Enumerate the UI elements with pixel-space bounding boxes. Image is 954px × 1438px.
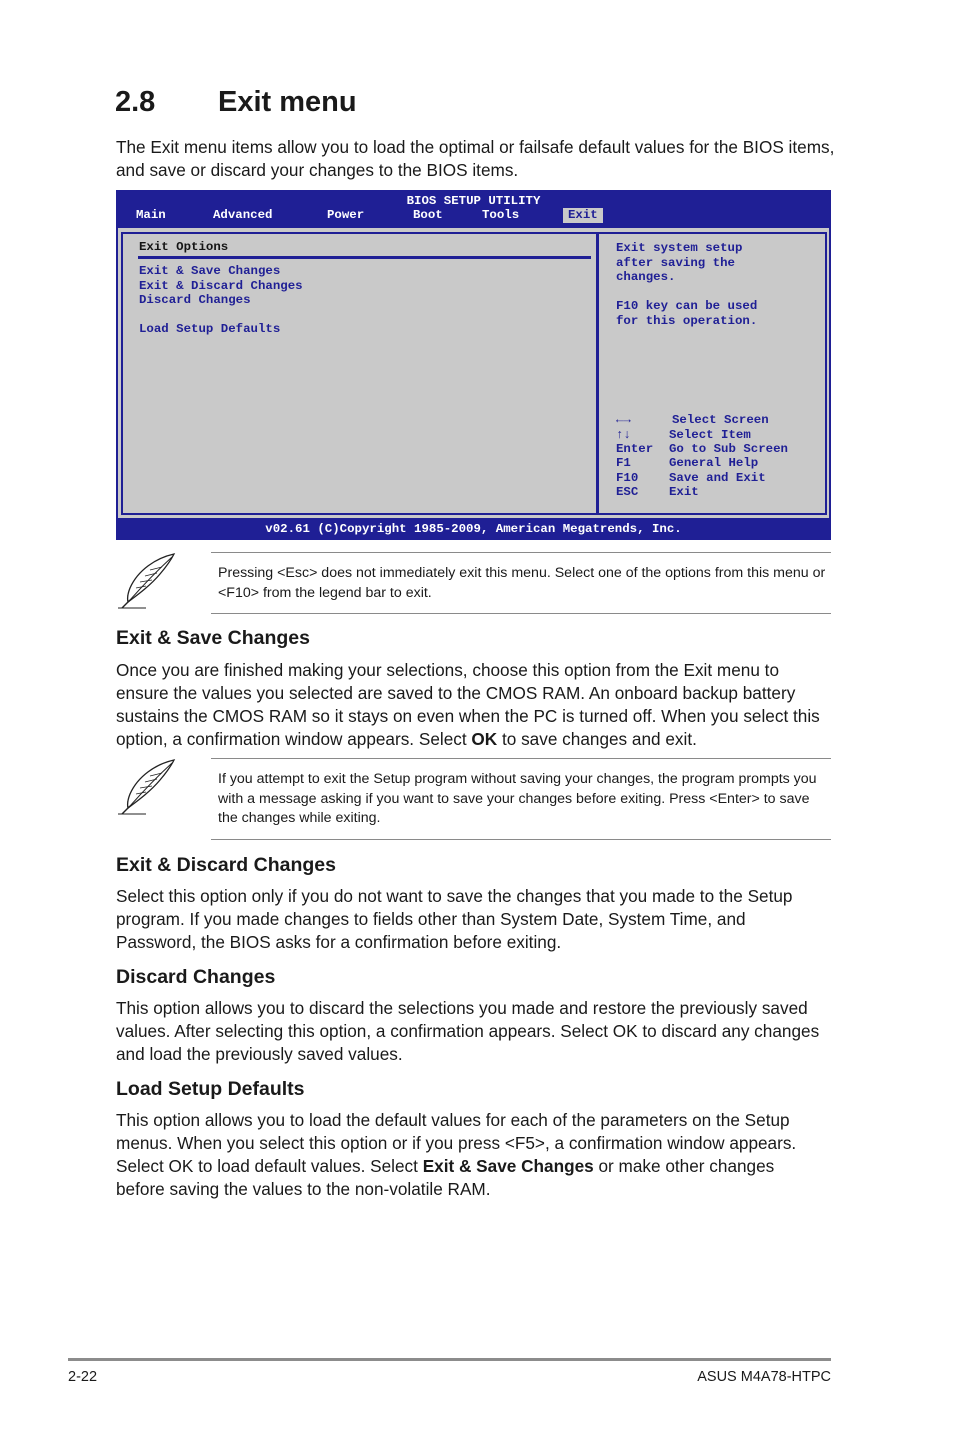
paragraph-exit-discard: Select this option only if you do not want to save the changes that you made to the Setup program. If you made changes to fields other than System Date, System Time, and Password, the BIOS asks for a confirmation before exiting. [116, 886, 793, 952]
note-rule [211, 552, 831, 553]
exit-options-divider [138, 256, 591, 259]
product-name: ASUS M4A78-HTPC [697, 1369, 831, 1385]
legend-key-arrows-lr: ←→ [616, 413, 631, 427]
feather-pen-icon [116, 758, 178, 816]
legend-desc: Select Screen [672, 413, 769, 427]
note-box [116, 758, 831, 840]
tab-main[interactable]: Main [136, 208, 166, 222]
tab-advanced[interactable]: Advanced [213, 208, 273, 222]
legend-key-f10: F10 [616, 471, 639, 485]
bios-title: BIOS SETUP UTILITY [406, 194, 541, 208]
help-line: Exit system setup [616, 241, 743, 255]
paragraph-text: or make other changes before saving the values to the non-volatile RAM. [116, 1156, 775, 1199]
paragraph-text: Once you are finished making your selections, choose this option from the Exit menu to ensure the values you selected are saved to the CMOS RAM. An onboard backup battery sustains the CMOS RAM so it stays on even when the PC is turned off. When you select this option, a confirmation window appears. Select [116, 660, 820, 749]
tab-boot[interactable]: Boot [413, 208, 443, 222]
note-text: If you attempt to exit the Setup program without saving your changes, the program prompts you with a message asking if you want to save your changes before exiting. Press <Enter> to save the changes while exiting. [218, 771, 817, 826]
section-number: 2.8 [115, 86, 156, 118]
legend-key-enter: Enter [616, 442, 654, 456]
feather-pen-icon [116, 552, 178, 610]
legend-desc: Exit [669, 485, 699, 499]
help-line: after saving the [616, 256, 735, 270]
tab-tools[interactable]: Tools [482, 208, 520, 222]
legend-key-esc: ESC [616, 485, 639, 499]
paragraph-load-defaults [116, 1109, 816, 1201]
help-panel [598, 232, 827, 515]
paragraph-text: This option allows you to load the default values for each of the parameters on the Setup menus. When you select this option or if you press <F5>, a confirmation window appears. Select OK to load default values. Select [116, 1110, 797, 1176]
legend-key-arrows-ud: ↑↓ [616, 428, 631, 442]
note-text: Pressing <Esc> does not immediately exit this menu. Select one of the options from this menu or <F10> from the legend bar to exit. [218, 565, 826, 601]
help-line: for this operation. [616, 314, 758, 328]
paragraph-discard: This option allows you to discard the selections you made and restore the previously saved values. After selecting this option, a confirmation appears. Select OK to discard any changes and load the previously saved values. [116, 998, 820, 1064]
paragraph-bold-text: OK [471, 729, 498, 749]
legend-desc: General Help [669, 456, 759, 470]
option-exit-save-changes[interactable]: Exit & Save Changes [139, 264, 281, 278]
exit-options-panel [121, 232, 598, 515]
legend-desc: Save and Exit [669, 471, 766, 485]
legend-key-f1: F1 [616, 456, 631, 470]
subheading-discard: Discard Changes [116, 966, 276, 988]
subheading-exit-discard: Exit & Discard Changes [116, 854, 336, 876]
note-rule [211, 613, 831, 614]
option-exit-discard-changes[interactable]: Exit & Discard Changes [139, 279, 303, 293]
bios-screen [116, 190, 831, 540]
legend-desc: Select Item [669, 428, 751, 442]
note-box [116, 552, 831, 614]
exit-options-title: Exit Options [139, 240, 229, 254]
bios-copyright: v02.61 (C)Copyright 1985-2009, American Megatrends, Inc. [265, 522, 682, 536]
tab-power[interactable]: Power [327, 208, 365, 222]
footer-rule [68, 1358, 831, 1361]
section-title: Exit menu [218, 86, 357, 118]
page-number: 2-22 [68, 1369, 98, 1385]
paragraph-text: to save changes and exit. [497, 729, 697, 749]
paragraph-bold-text: Exit & Save Changes [422, 1156, 594, 1176]
section-heading [115, 86, 815, 130]
option-discard-changes[interactable]: Discard Changes [139, 293, 251, 307]
subheading-exit-save: Exit & Save Changes [116, 627, 310, 649]
option-load-setup-defaults[interactable]: Load Setup Defaults [139, 322, 281, 336]
paragraph-exit-save [116, 659, 836, 751]
help-line: F10 key can be used [616, 299, 758, 313]
subheading-load-defaults: Load Setup Defaults [116, 1078, 305, 1100]
bios-tab-bar [116, 208, 831, 224]
help-line: changes. [616, 270, 676, 284]
bios-body [118, 228, 829, 518]
note-rule [211, 839, 831, 840]
intro-paragraph: The Exit menu items allow you to load the optimal or failsafe default values for the BIOS items, and save or discard your changes to the BIOS items. [116, 137, 835, 180]
tab-exit[interactable]: Exit [563, 208, 603, 223]
note-rule [211, 758, 831, 759]
legend-desc: Go to Sub Screen [669, 442, 788, 456]
